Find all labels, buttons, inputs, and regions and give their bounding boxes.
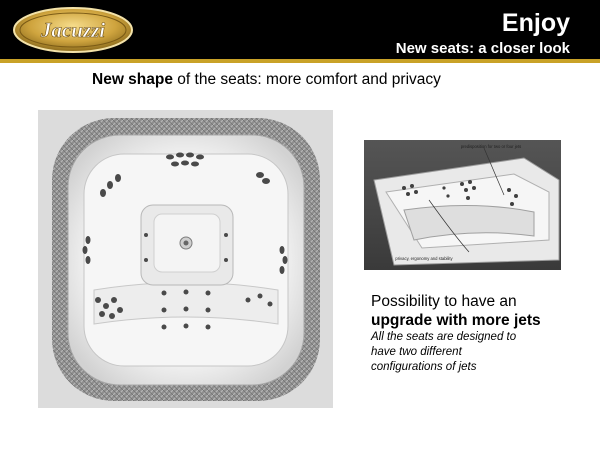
upgrade-description (371, 292, 581, 375)
spa-top-view-photo (38, 110, 333, 408)
desc-italic-3: configurations of jets (371, 361, 477, 373)
slide-subtitle: New seats: a closer look (395, 40, 570, 57)
logo-text: Jacuzzi (40, 18, 106, 42)
header-gold-rule (0, 59, 600, 63)
slide-title: Enjoy (501, 9, 570, 37)
jacuzzi-logo (12, 6, 134, 54)
headline-rest: of the seats: more comfort and privacy (172, 71, 441, 88)
desc-italic-2: have two different (371, 346, 462, 358)
callout-top-label: predisposition for two or four jets (460, 144, 522, 149)
desc-line-1: Possibility to have an (371, 293, 517, 310)
headline-bold: New shape (92, 71, 173, 88)
seat-detail-photo (364, 140, 561, 270)
callout-bottom-label: privacy, ergonomy and stability (395, 256, 453, 261)
desc-italic-1: All the seats are designed to (371, 331, 517, 343)
desc-line-2: upgrade with more jets (371, 312, 541, 329)
headline (92, 71, 441, 89)
